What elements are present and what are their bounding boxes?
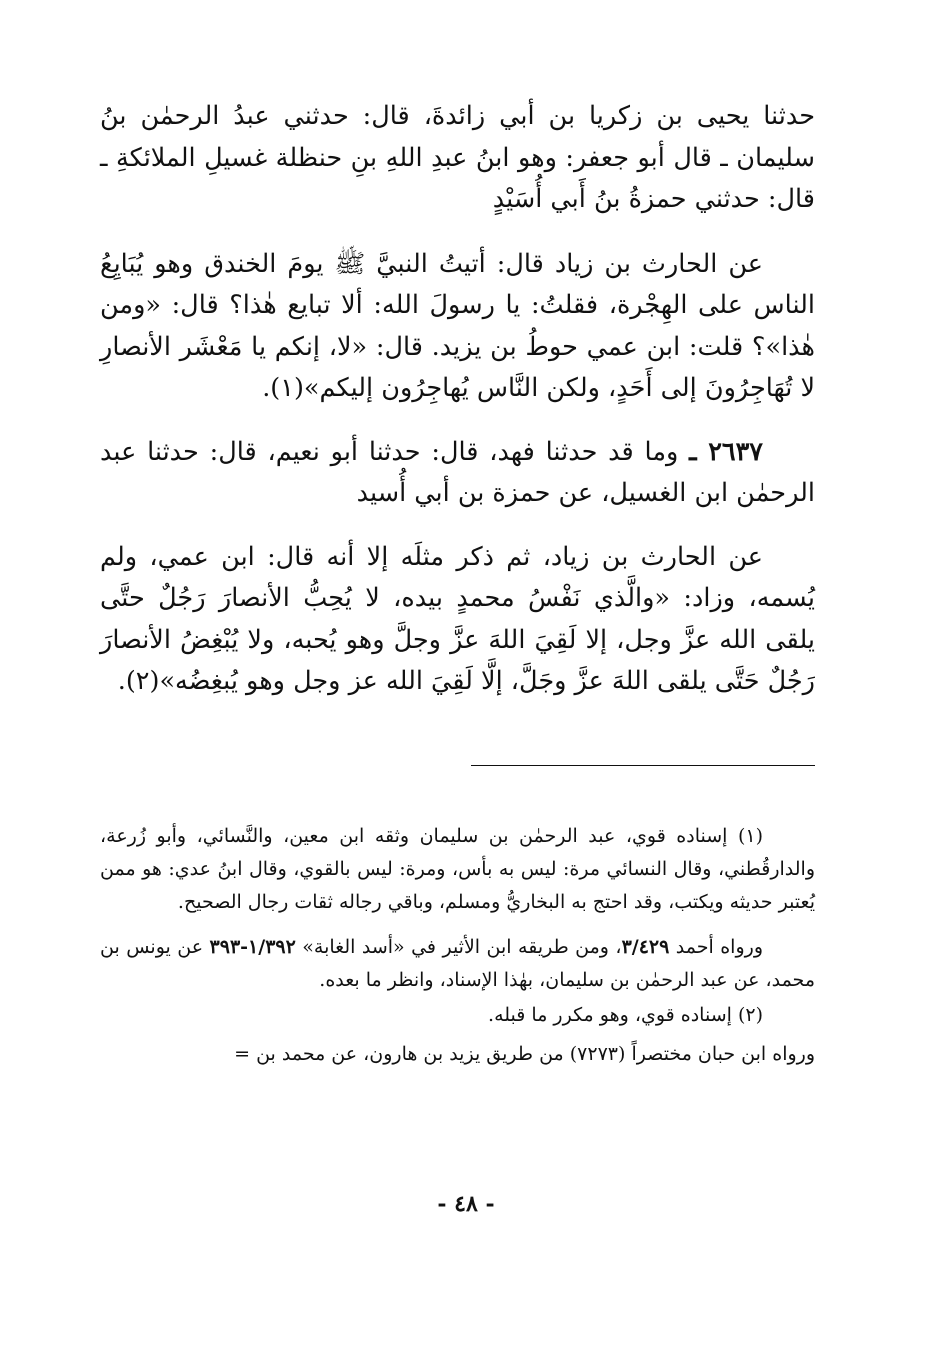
paragraph-isnad-1: حدثنا يحيى بن زكريا بن أبي زائدةَ، قال: حدثني عبدُ الرحمٰن بنُ سليمان ـ قال أبو جعفر: وهو ابنُ عبدِ اللهِ بنِ حنظلة غسيلِ الملائكةِ ـ قال: حدثني حمزةُ بنُ أَبي أُسَيْدٍ [100, 101, 815, 214]
footnote-1-continued: ورواه أحمد ٣/٤٢٩، ومن طريقه ابن الأثير في «أسد الغابة» ١/٣٩٢-٣٩٣ عن يونس بن محمد، عن عبد الرحمٰن بن سليمان، بهٰذا الإسناد، وانظر ما بعده. [100, 936, 815, 991]
reference-ahmad: ٣/٤٢٩ [621, 936, 670, 958]
paragraph-hadith-2637 [100, 432, 815, 515]
reference-usd-al-ghaba: ١/٣٩٢-٣٩٣ [209, 936, 296, 958]
paragraph-isnad-2: وما قد حدثنا فهد، قال: حدثنا أبو نعيم، قال: حدثنا عبد الرحمٰن ابن الغسيل، عن حمزة بن أبي أُسيد [100, 436, 815, 508]
hadith-number: ٢٦٣٧ ـ [689, 436, 763, 467]
footnotes [100, 820, 815, 1071]
paragraph-hadith-1: عن الحارث بن زياد قال: أتيتُ النبيَّ ﷺ يومَ الخندق وهو يُبَايِعُ الناس على الهِجْرة، فقلتُ: يا رسولَ الله: ألا تبايع هٰذا؟ قال: «ومن هٰذا»؟ قلت: ابن عمي حوطُ بن يزيد. قال: «لا، إنكم يا مَعْشَر الأنصارِ لا تُهَاجِرُونَ إلى أَحَدٍ، ولكن النَّاس يُهاجِرُون إليكم»(١). [100, 248, 815, 403]
footnote-1: (١) إسناده قوي، عبد الرحمٰن بن سليمان وثقه ابن معين، والنَّسائي، وأبو زُرعة، والدارقُطني، وقال النسائي مرة: ليس به بأس، ومرة: ليس بالقوي، وقال ابنُ عدي: هو ممن يُعتبر حديثه ويكتب، وقد احتج به البخاريُّ ومسلم، وباقي رجاله ثقات رجال الصحيح. [100, 825, 815, 913]
footnote-2: (٢) إسناده قوي، وهو مكرر ما قبله. [488, 1004, 763, 1026]
footnote-2-continued: ورواه ابن حبان مختصراً (٧٢٧٣) من طريق يزيد بن هارون، عن محمد بن = [234, 1043, 815, 1065]
page-number: - ٤٨ - [437, 1191, 495, 1217]
paragraph-hadith-2: عن الحارث بن زياد، ثم ذكر مثلَه إلا أنه قال: ابن عمي، ولم يُسمه، وزاد: «والَّذي نَفْسُ محمدٍ بيده، لا يُحِبُّ الأنصارَ رَجُلٌ حتَّى يلقى الله عزَّ وجل، إلا لَقِيَ اللهَ عزَّ وجلَّ وهو يُحبه، ولا يُبْغِضُ الأنصارَ رَجُلٌ حَتَّى يلقى اللهَ عزَّ وجَلَّ، إلَّا لَقِيَ الله عز وجل وهو يُبغِضُه»(٢). [100, 541, 815, 696]
footnote-separator [471, 765, 815, 766]
main-text [100, 96, 815, 703]
